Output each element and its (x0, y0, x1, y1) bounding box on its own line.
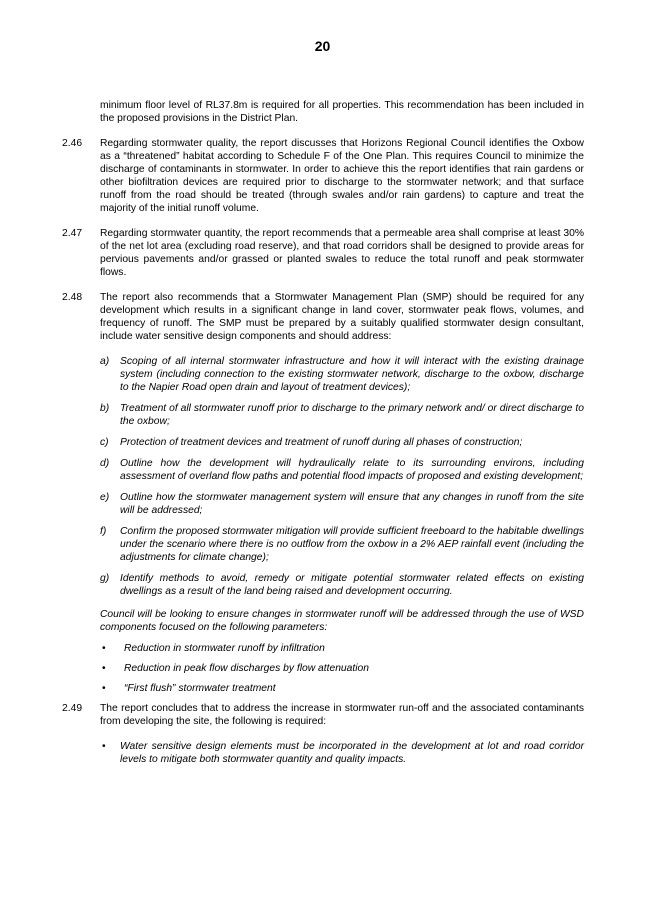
bullet-item (100, 662, 584, 675)
list-item-letter: c) (100, 437, 109, 448)
intro-text: minimum floor level of RL37.8m is required for all properties. This recommendation has been included in the proposed provisions in the District Plan. (100, 100, 584, 124)
document-body (62, 99, 584, 773)
paragraph-text: Regarding stormwater quantity, the report recommends that a permeable area shall comprise at least 30% of the net lot area (excluding road reserve), and that road corridors shall be designed to provide areas for pervious pavements and/or grassed or planted swales to reduce the total runoff and peak stormwater flows. (100, 228, 584, 278)
intro-paragraph (62, 99, 584, 125)
list-item-text: Protection of treatment devices and treatment of runoff during all phases of construction; (120, 437, 523, 448)
bullet-text: “First flush” stormwater treatment (124, 683, 276, 694)
paragraph-text: The report also recommends that a Stormwater Management Plan (SMP) should be required for any development which results in a significant change in land cover, stormwater peak flows, volumes, and frequency of runoff. The SMP must be prepared by a suitably qualified stormwater design consultant, include water sensitive design components and should address: (100, 292, 584, 342)
paragraph-2-49 (62, 702, 584, 728)
paragraph-number: 2.47 (62, 228, 83, 239)
paragraph-number: 2.48 (62, 292, 83, 303)
bullet-icon: • (102, 683, 106, 694)
smp-requirements-list (62, 355, 584, 598)
wsd-parameters-list (62, 642, 584, 695)
list-item (100, 457, 584, 483)
list-item-text: Treatment of all stormwater runoff prior to discharge to the primary network and/ or direct discharge to the oxbow; (120, 403, 584, 427)
paragraph-number: 2.46 (62, 138, 83, 149)
list-item-text: Outline how the development will hydraulically relate to its surrounding environs, including assessment of overland flow paths and potential flood impacts of proposed and existing development; (120, 458, 584, 482)
paragraph-2-47 (62, 227, 584, 279)
paragraph-2-46 (62, 137, 584, 215)
bullet-text: Water sensitive design elements must be incorporated in the development at lot and road corridor levels to mitigate both stormwater quantity and quality impacts. (120, 741, 584, 765)
list-item (100, 436, 584, 449)
paragraph-text: Regarding stormwater quality, the report discusses that Horizons Regional Council identifies the Oxbow as a “threatened” habitat according to Schedule F of the One Plan. This requires Council to minimize the discharge of contaminants in stormwater. In order to achieve this the report identifies that rain gardens or other biofiltration devices are required prior to discharge to the stormwater network; and that surface runoff from the road should be treated (through swales and/or rain gardens) to capture and treat the majority of the initial runoff volume. (100, 138, 584, 214)
paragraph-number: 2.49 (62, 703, 83, 714)
council-statement (62, 608, 584, 634)
bullet-item (100, 642, 584, 655)
list-item-letter: g) (100, 573, 110, 584)
bullet-icon: • (102, 741, 106, 752)
council-text: Council will be looking to ensure changes in stormwater runoff will be addressed through the use of WSD components focused on the following parameters: (100, 609, 584, 633)
bullet-item (100, 740, 584, 766)
bullet-item (100, 682, 584, 695)
bullet-icon: • (102, 663, 106, 674)
page-number: 20 (314, 38, 331, 54)
list-item (100, 402, 584, 428)
list-item-text: Outline how the stormwater management system will ensure that any changes in runoff from the site will be addressed; (120, 492, 584, 516)
list-item-letter: a) (100, 356, 110, 367)
required-measures-list (62, 740, 584, 766)
list-item-text: Identify methods to avoid, remedy or mitigate potential stormwater related effects on existing dwellings as a result of the land being raised and development occurring. (120, 573, 584, 597)
bullet-icon: • (102, 643, 106, 654)
bullet-text: Reduction in peak flow discharges by flow attenuation (124, 663, 369, 674)
paragraph-2-48 (62, 291, 584, 343)
list-item-letter: d) (100, 458, 110, 469)
bullet-text: Reduction in stormwater runoff by infiltration (124, 643, 325, 654)
list-item-letter: b) (100, 403, 110, 414)
list-item-letter: f) (100, 526, 107, 537)
list-item (100, 355, 584, 394)
list-item-text: Confirm the proposed stormwater mitigation will provide sufficient freeboard to the habitable dwellings under the scenario where there is no outflow from the oxbow in a 2% AEP rainfall event (including the adjustments for climate change); (120, 526, 584, 563)
paragraph-text: The report concludes that to address the increase in stormwater run-off and the associated contaminants from developing the site, the following is required: (100, 703, 584, 727)
list-item-text: Scoping of all internal stormwater infrastructure and how it will interact with the existing drainage system (including connection to the existing stormwater network, discharge to the oxbow, discharge to the Napier Road open drain and layout of treatment devices); (120, 356, 584, 393)
list-item (100, 572, 584, 598)
list-item-letter: e) (100, 492, 110, 503)
list-item (100, 525, 584, 564)
list-item (100, 491, 584, 517)
